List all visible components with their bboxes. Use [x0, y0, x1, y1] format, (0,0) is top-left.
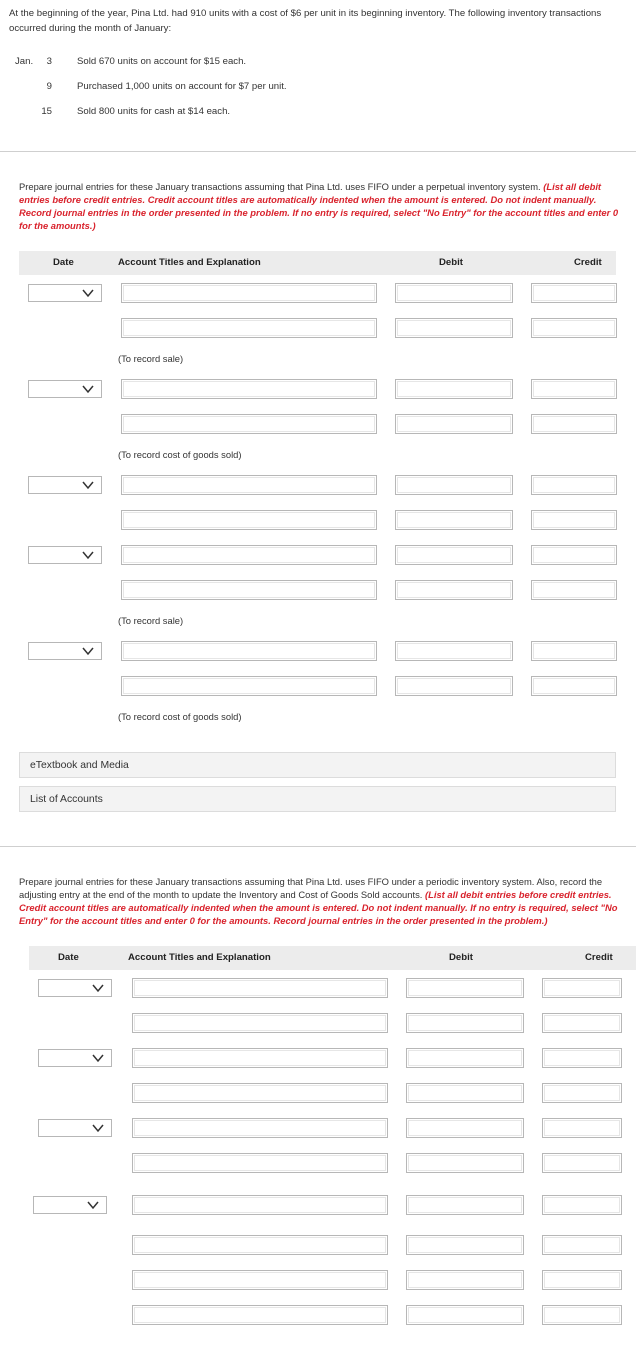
account-title-input[interactable]: [132, 1195, 388, 1215]
header-account-titles: Account Titles and Explanation: [128, 952, 271, 963]
account-title-input[interactable]: [121, 475, 377, 495]
chevron-down-icon: [92, 983, 104, 993]
credit-input[interactable]: [542, 1153, 622, 1173]
debit-input[interactable]: [406, 1048, 524, 1068]
account-title-input[interactable]: [121, 379, 377, 399]
account-title-input[interactable]: [132, 1153, 388, 1173]
credit-input[interactable]: [531, 379, 617, 399]
transaction-desc: Purchased 1,000 units on account for $7 per unit.: [77, 81, 287, 92]
date-select[interactable]: [28, 476, 102, 494]
account-title-input[interactable]: [121, 545, 377, 565]
part1-table-header: [19, 251, 616, 275]
credit-input[interactable]: [531, 676, 617, 696]
debit-input[interactable]: [395, 545, 513, 565]
credit-input[interactable]: [531, 545, 617, 565]
credit-input[interactable]: [542, 1013, 622, 1033]
part2-instruction-text: Prepare journal entries for these January transactions assuming that Pina Ltd. uses FIFO under a periodic inventory system. Also, record the adjusting entry at the end of the month to update the Inventory and Cost of Goods Sold accounts.: [19, 876, 603, 900]
account-title-input[interactable]: [132, 1305, 388, 1325]
entry-explanation: (To record sale): [118, 615, 184, 626]
chevron-down-icon: [82, 480, 94, 490]
list-of-accounts-button[interactable]: [19, 786, 616, 812]
debit-input[interactable]: [395, 676, 513, 696]
chevron-down-icon: [82, 384, 94, 394]
transaction-day: 9: [46, 81, 52, 92]
debit-input[interactable]: [406, 1305, 524, 1325]
debit-input[interactable]: [395, 379, 513, 399]
part2-table-header: [29, 946, 636, 970]
header-credit: Credit: [585, 952, 613, 963]
chevron-down-icon: [82, 550, 94, 560]
account-title-input[interactable]: [121, 510, 377, 530]
debit-input[interactable]: [395, 641, 513, 661]
date-select[interactable]: [28, 284, 102, 302]
header-date: Date: [53, 257, 74, 268]
header-debit: Debit: [439, 257, 463, 268]
transaction-desc: Sold 670 units on account for $15 each.: [77, 56, 247, 67]
credit-input[interactable]: [542, 1118, 622, 1138]
credit-input[interactable]: [542, 1048, 622, 1068]
account-title-input[interactable]: [132, 1118, 388, 1138]
list-of-accounts-label: List of Accounts: [30, 794, 103, 805]
entry-explanation: (To record cost of goods sold): [118, 711, 242, 722]
chevron-down-icon: [87, 1200, 99, 1210]
debit-input[interactable]: [406, 1118, 524, 1138]
debit-input[interactable]: [395, 414, 513, 434]
credit-input[interactable]: [542, 1083, 622, 1103]
debit-input[interactable]: [406, 1235, 524, 1255]
transaction-desc: Sold 800 units for cash at $14 each.: [77, 106, 231, 117]
debit-input[interactable]: [395, 510, 513, 530]
debit-input[interactable]: [406, 1013, 524, 1033]
problem-intro: At the beginning of the year, Pina Ltd. had 910 units with a cost of $6 per unit in its beginning inventory. The following inventory transactions occurred during the month of January:: [9, 8, 602, 34]
date-select[interactable]: [28, 642, 102, 660]
transaction-month: Jan.: [15, 56, 34, 67]
entry-explanation: (To record cost of goods sold): [118, 449, 242, 460]
divider: [0, 846, 636, 847]
credit-input[interactable]: [531, 641, 617, 661]
transaction-day: 15: [41, 106, 52, 117]
account-title-input[interactable]: [121, 676, 377, 696]
credit-input[interactable]: [542, 1235, 622, 1255]
chevron-down-icon: [92, 1053, 104, 1063]
chevron-down-icon: [82, 288, 94, 298]
etextbook-media-label: eTextbook and Media: [30, 760, 129, 771]
credit-input[interactable]: [542, 1195, 622, 1215]
debit-input[interactable]: [406, 1270, 524, 1290]
account-title-input[interactable]: [132, 1083, 388, 1103]
transaction-day: 3: [46, 56, 52, 67]
part1-instruction-text: Prepare journal entries for these January transactions assuming that Pina Ltd. uses FIFO under a perpetual inventory system.: [19, 181, 544, 192]
account-title-input[interactable]: [132, 1270, 388, 1290]
credit-input[interactable]: [531, 318, 617, 338]
date-select[interactable]: [38, 1119, 112, 1137]
credit-input[interactable]: [531, 283, 617, 303]
date-select[interactable]: [38, 1049, 112, 1067]
part2-instruction-note: (List all debit entries before credit entries. Credit account titles are automatically indented when the amount is entered. Do not indent manually. If no entry is required, select "No Entry" for the account titles and enter 0 for the amounts. Record journal entries in the order presented in the problem.): [19, 889, 618, 926]
debit-input[interactable]: [395, 283, 513, 303]
header-debit: Debit: [449, 952, 473, 963]
debit-input[interactable]: [406, 1083, 524, 1103]
date-select[interactable]: [33, 1196, 107, 1214]
account-title-input[interactable]: [132, 1048, 388, 1068]
account-title-input[interactable]: [121, 318, 377, 338]
account-title-input[interactable]: [121, 641, 377, 661]
entry-explanation: (To record sale): [118, 353, 184, 364]
credit-input[interactable]: [531, 414, 617, 434]
debit-input[interactable]: [395, 475, 513, 495]
account-title-input[interactable]: [132, 1013, 388, 1033]
debit-input[interactable]: [406, 1195, 524, 1215]
date-select[interactable]: [28, 380, 102, 398]
date-select[interactable]: [38, 979, 112, 997]
account-title-input[interactable]: [121, 283, 377, 303]
debit-input[interactable]: [395, 318, 513, 338]
credit-input[interactable]: [531, 580, 617, 600]
part1-instructions: [19, 180, 619, 232]
debit-input[interactable]: [406, 1153, 524, 1173]
account-title-input[interactable]: [132, 1235, 388, 1255]
credit-input[interactable]: [542, 978, 622, 998]
debit-input[interactable]: [406, 978, 524, 998]
part1-instruction-note: (List all debit entries before credit entries. Credit account titles are automatically indented when the amount is entered. Do not indent manually. Record journal entries in the order presented in the problem. If no entry is required, select "No Entry" for the account titles and enter 0 for the amounts.): [19, 181, 619, 231]
chevron-down-icon: [92, 1123, 104, 1133]
credit-input[interactable]: [542, 1270, 622, 1290]
credit-input[interactable]: [542, 1305, 622, 1325]
part2-instructions: [19, 875, 619, 927]
divider: [0, 151, 636, 152]
account-title-input[interactable]: [121, 414, 377, 434]
account-title-input[interactable]: [132, 978, 388, 998]
date-select[interactable]: [28, 546, 102, 564]
chevron-down-icon: [82, 646, 94, 656]
header-date: Date: [58, 952, 79, 963]
etextbook-media-button[interactable]: [19, 752, 616, 778]
account-title-input[interactable]: [121, 580, 377, 600]
debit-input[interactable]: [395, 580, 513, 600]
header-credit: Credit: [574, 257, 602, 268]
credit-input[interactable]: [531, 475, 617, 495]
credit-input[interactable]: [531, 510, 617, 530]
header-account-titles: Account Titles and Explanation: [118, 257, 261, 268]
